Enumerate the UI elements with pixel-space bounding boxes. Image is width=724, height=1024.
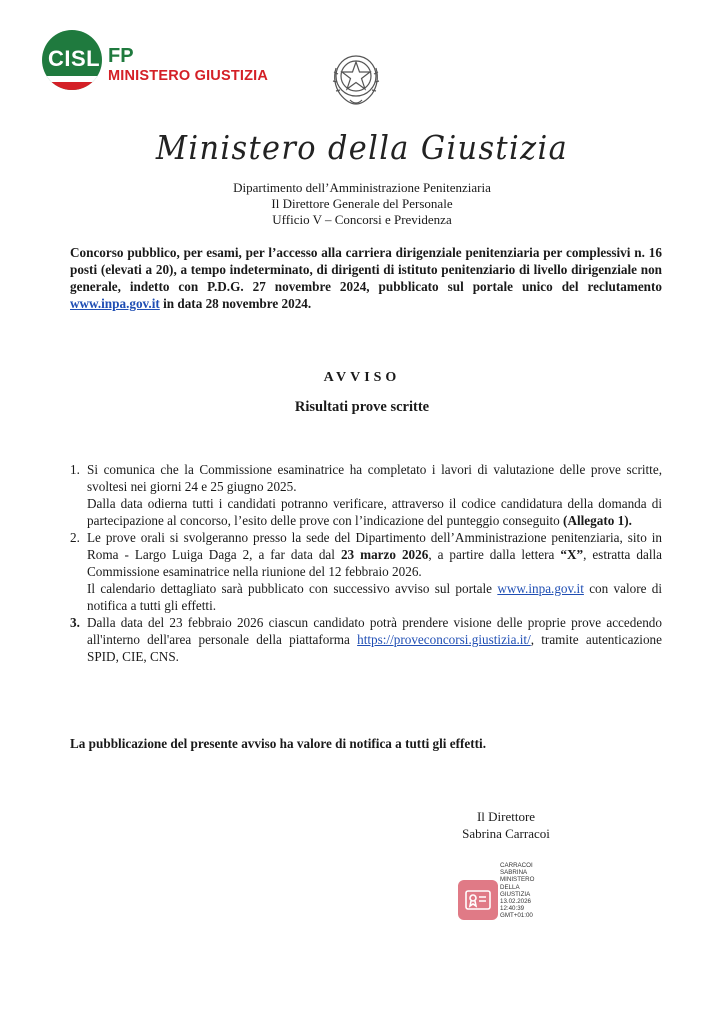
attachment-ref: (Allegato 1).: [563, 513, 632, 528]
italian-republic-emblem-icon: [328, 48, 384, 108]
signature-time: 12:40:39: [500, 905, 525, 913]
signature-line: DELLA: [500, 883, 520, 891]
intro-text: Concorso pubblico, per esami, per l’accesso alla carriera dirigenziale penitenziaria per complessivi n. 16 posti (elevati a 20), a tempo indeterminato, di dirigenti di istituto penitenziario di livello dirigenziale non generale, indetto con P.D.G. 27 novembre 2024, pubblicato sul portale unico del reclutamento: [70, 245, 662, 294]
director-line: Il Direttore Generale del Personale: [271, 196, 453, 211]
item-paragraph: Dalla data del 23 febbraio 2026 ciascun candidato potrà prendere visione delle proprie prove accedendo all'interno dell'area personale della piattaforma https://proveconcorsi.giustizia.it/, tramite autenticazione SPID, CIE, CNS.: [87, 615, 662, 664]
competition-intro: [70, 244, 662, 312]
item-number: 1.: [70, 462, 80, 477]
oral-exam-date: 23 marzo 2026: [340, 547, 429, 562]
department-line: Dipartimento dell’Amministrazione Penitenziaria: [233, 180, 491, 195]
signature-timezone: GMT+01:00: [500, 912, 533, 920]
signature-date: 13.02.2026: [500, 898, 531, 906]
signer-role: Il Direttore: [476, 809, 536, 824]
digital-signature-details: [500, 862, 534, 920]
avviso-heading: AVVISO: [323, 370, 401, 385]
item-number: 2.: [70, 530, 80, 545]
office-line: Ufficio V – Concorsi e Previdenza: [272, 212, 452, 227]
cisl-logo-text: CISL: [48, 46, 101, 71]
inpa-link[interactable]: www.inpa.gov.it: [70, 296, 160, 311]
start-letter: “X”: [560, 547, 584, 562]
inpa-link[interactable]: www.inpa.gov.it: [497, 581, 584, 596]
signature-line: GIUSTIZIA: [500, 890, 531, 898]
cisl-fp-text: FP: [108, 45, 134, 67]
proveconcorsi-link[interactable]: https://proveconcorsi.giustizia.it/: [357, 632, 531, 647]
department-header: [0, 180, 724, 228]
ministry-title: Ministero della Giustizia: [155, 128, 569, 167]
list-item: [70, 529, 662, 614]
item-paragraph: Si comunica che la Commissione esaminatrice ha completato i lavori di valutazione delle prove scritte, svoltesi nei giorni 24 e 25 giugno 2025.: [87, 462, 662, 494]
publication-notice: La pubblicazione del presente avviso ha valore di notifica a tutti gli effetti.: [70, 736, 486, 751]
signature-block: [450, 808, 562, 842]
signature-line: SABRINA: [500, 869, 528, 877]
cisl-fp-logo: [42, 30, 282, 100]
signature-line: CARRACOI: [500, 862, 533, 869]
cisl-ministry-text: MINISTERO GIUSTIZIA: [108, 68, 269, 84]
intro-text-end: in data 28 novembre 2024.: [163, 296, 312, 311]
digital-signature-icon: [458, 880, 498, 920]
item-number: 3.: [70, 615, 80, 630]
list-item: [70, 461, 662, 529]
notice-items: [70, 461, 662, 665]
item-paragraph: Dalla data odierna tutti i candidati potranno verificare, attraverso il codice candidatura della domanda di partecipazione al concorso, l’esito delle prove con l’indicazione del punteggio conseguito (Allegato 1).: [87, 496, 662, 528]
item-paragraph: Le prove orali si svolgeranno presso la sede del Dipartimento dell’Amministrazione penitenziaria, sito in Roma - Largo Luiga Daga 2, a far data dal 23 marzo 2026, a partire dalla lettera “X”, estratta dalla Commissione esaminatrice nella riunione del 12 febbraio 2026.: [87, 530, 663, 579]
avviso-subheading: Risultati prove scritte: [294, 399, 430, 415]
item-paragraph: Il calendario dettagliato sarà pubblicato con successivo avviso sul portale www.inpa.gov.it con valore di notifica a tutti gli effetti.: [87, 581, 663, 613]
list-item: [70, 614, 662, 665]
signer-name: Sabrina Carracoi: [462, 826, 550, 841]
signature-line: MINISTERO: [500, 876, 535, 884]
